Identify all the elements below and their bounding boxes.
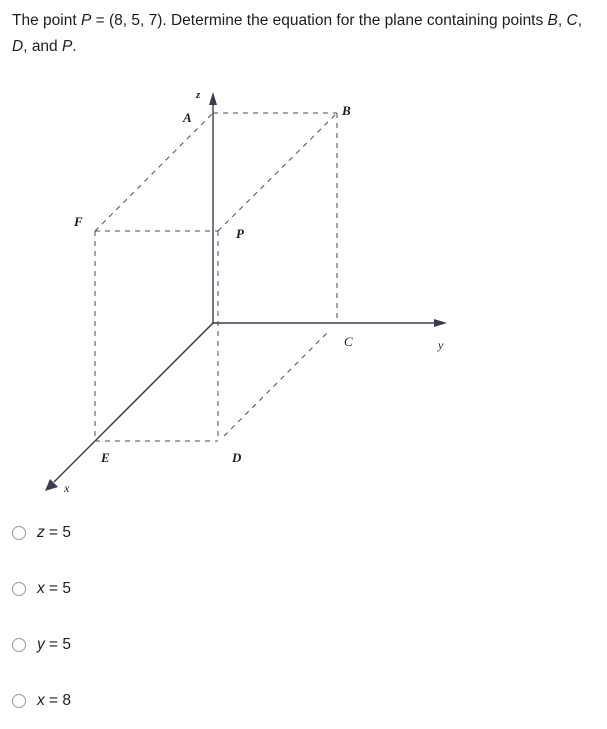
question-variable-d: D — [12, 38, 24, 55]
question-text-part: , — [557, 12, 567, 29]
question-variable-c: C — [566, 12, 578, 29]
edge-F-A — [95, 113, 213, 231]
option-row-4[interactable] — [12, 673, 412, 729]
question-line-1 — [12, 12, 423, 29]
question-text-part: , and — [23, 38, 62, 55]
option-value: 5 — [62, 524, 72, 541]
option-expr: x — [37, 580, 45, 597]
option-equals: = — [44, 580, 63, 597]
label-P: P — [236, 226, 244, 241]
edge-P-B — [218, 113, 337, 231]
radio-option-2[interactable] — [12, 582, 26, 596]
option-expr: z — [37, 524, 45, 541]
question-variable-p: P — [80, 12, 92, 29]
option-row-3[interactable] — [12, 617, 412, 673]
label-C: C — [344, 334, 353, 349]
question-text-part: The point — [12, 12, 81, 29]
axis-y-arrow — [434, 319, 447, 327]
label-D: D — [232, 450, 242, 465]
label-axis-x: x — [64, 481, 70, 495]
radio-option-3[interactable] — [12, 638, 26, 652]
question-text-part: = (8, 5, 7). Determine the equation for the plane — [91, 12, 423, 29]
option-expr: y — [37, 636, 45, 653]
label-axis-z: z — [196, 89, 201, 101]
question-text-part: containing points — [426, 12, 548, 29]
option-equals: = — [44, 692, 63, 709]
option-equals: = — [44, 524, 63, 541]
option-row-2[interactable] — [12, 561, 412, 617]
question-text — [12, 8, 598, 60]
label-axis-y: y — [438, 338, 444, 352]
edge-E-origin — [109, 323, 213, 427]
label-A: A — [183, 110, 192, 125]
option-row-1[interactable] — [12, 505, 412, 561]
label-E: E — [101, 450, 110, 465]
question-variable-p2: P — [61, 38, 73, 55]
label-B: B — [342, 103, 351, 118]
cube-diagram-figure — [0, 78, 607, 503]
question-text-part: . — [72, 38, 77, 55]
axis-z-arrow — [209, 92, 217, 105]
option-label-1 — [37, 524, 71, 542]
option-expr: x — [37, 692, 45, 709]
option-value: 5 — [62, 636, 72, 653]
question-text-part: , — [577, 12, 583, 29]
edge-D-C — [224, 330, 330, 436]
option-value: 8 — [62, 692, 72, 709]
option-label-4 — [37, 692, 71, 710]
option-equals: = — [44, 636, 63, 653]
option-label-3 — [37, 636, 71, 654]
answer-options-list — [12, 505, 412, 729]
option-label-2 — [37, 580, 71, 598]
label-F: F — [74, 214, 83, 229]
option-value: 5 — [62, 580, 72, 597]
radio-option-1[interactable] — [12, 526, 26, 540]
radio-option-4[interactable] — [12, 694, 26, 708]
question-variable-b: B — [547, 12, 558, 29]
